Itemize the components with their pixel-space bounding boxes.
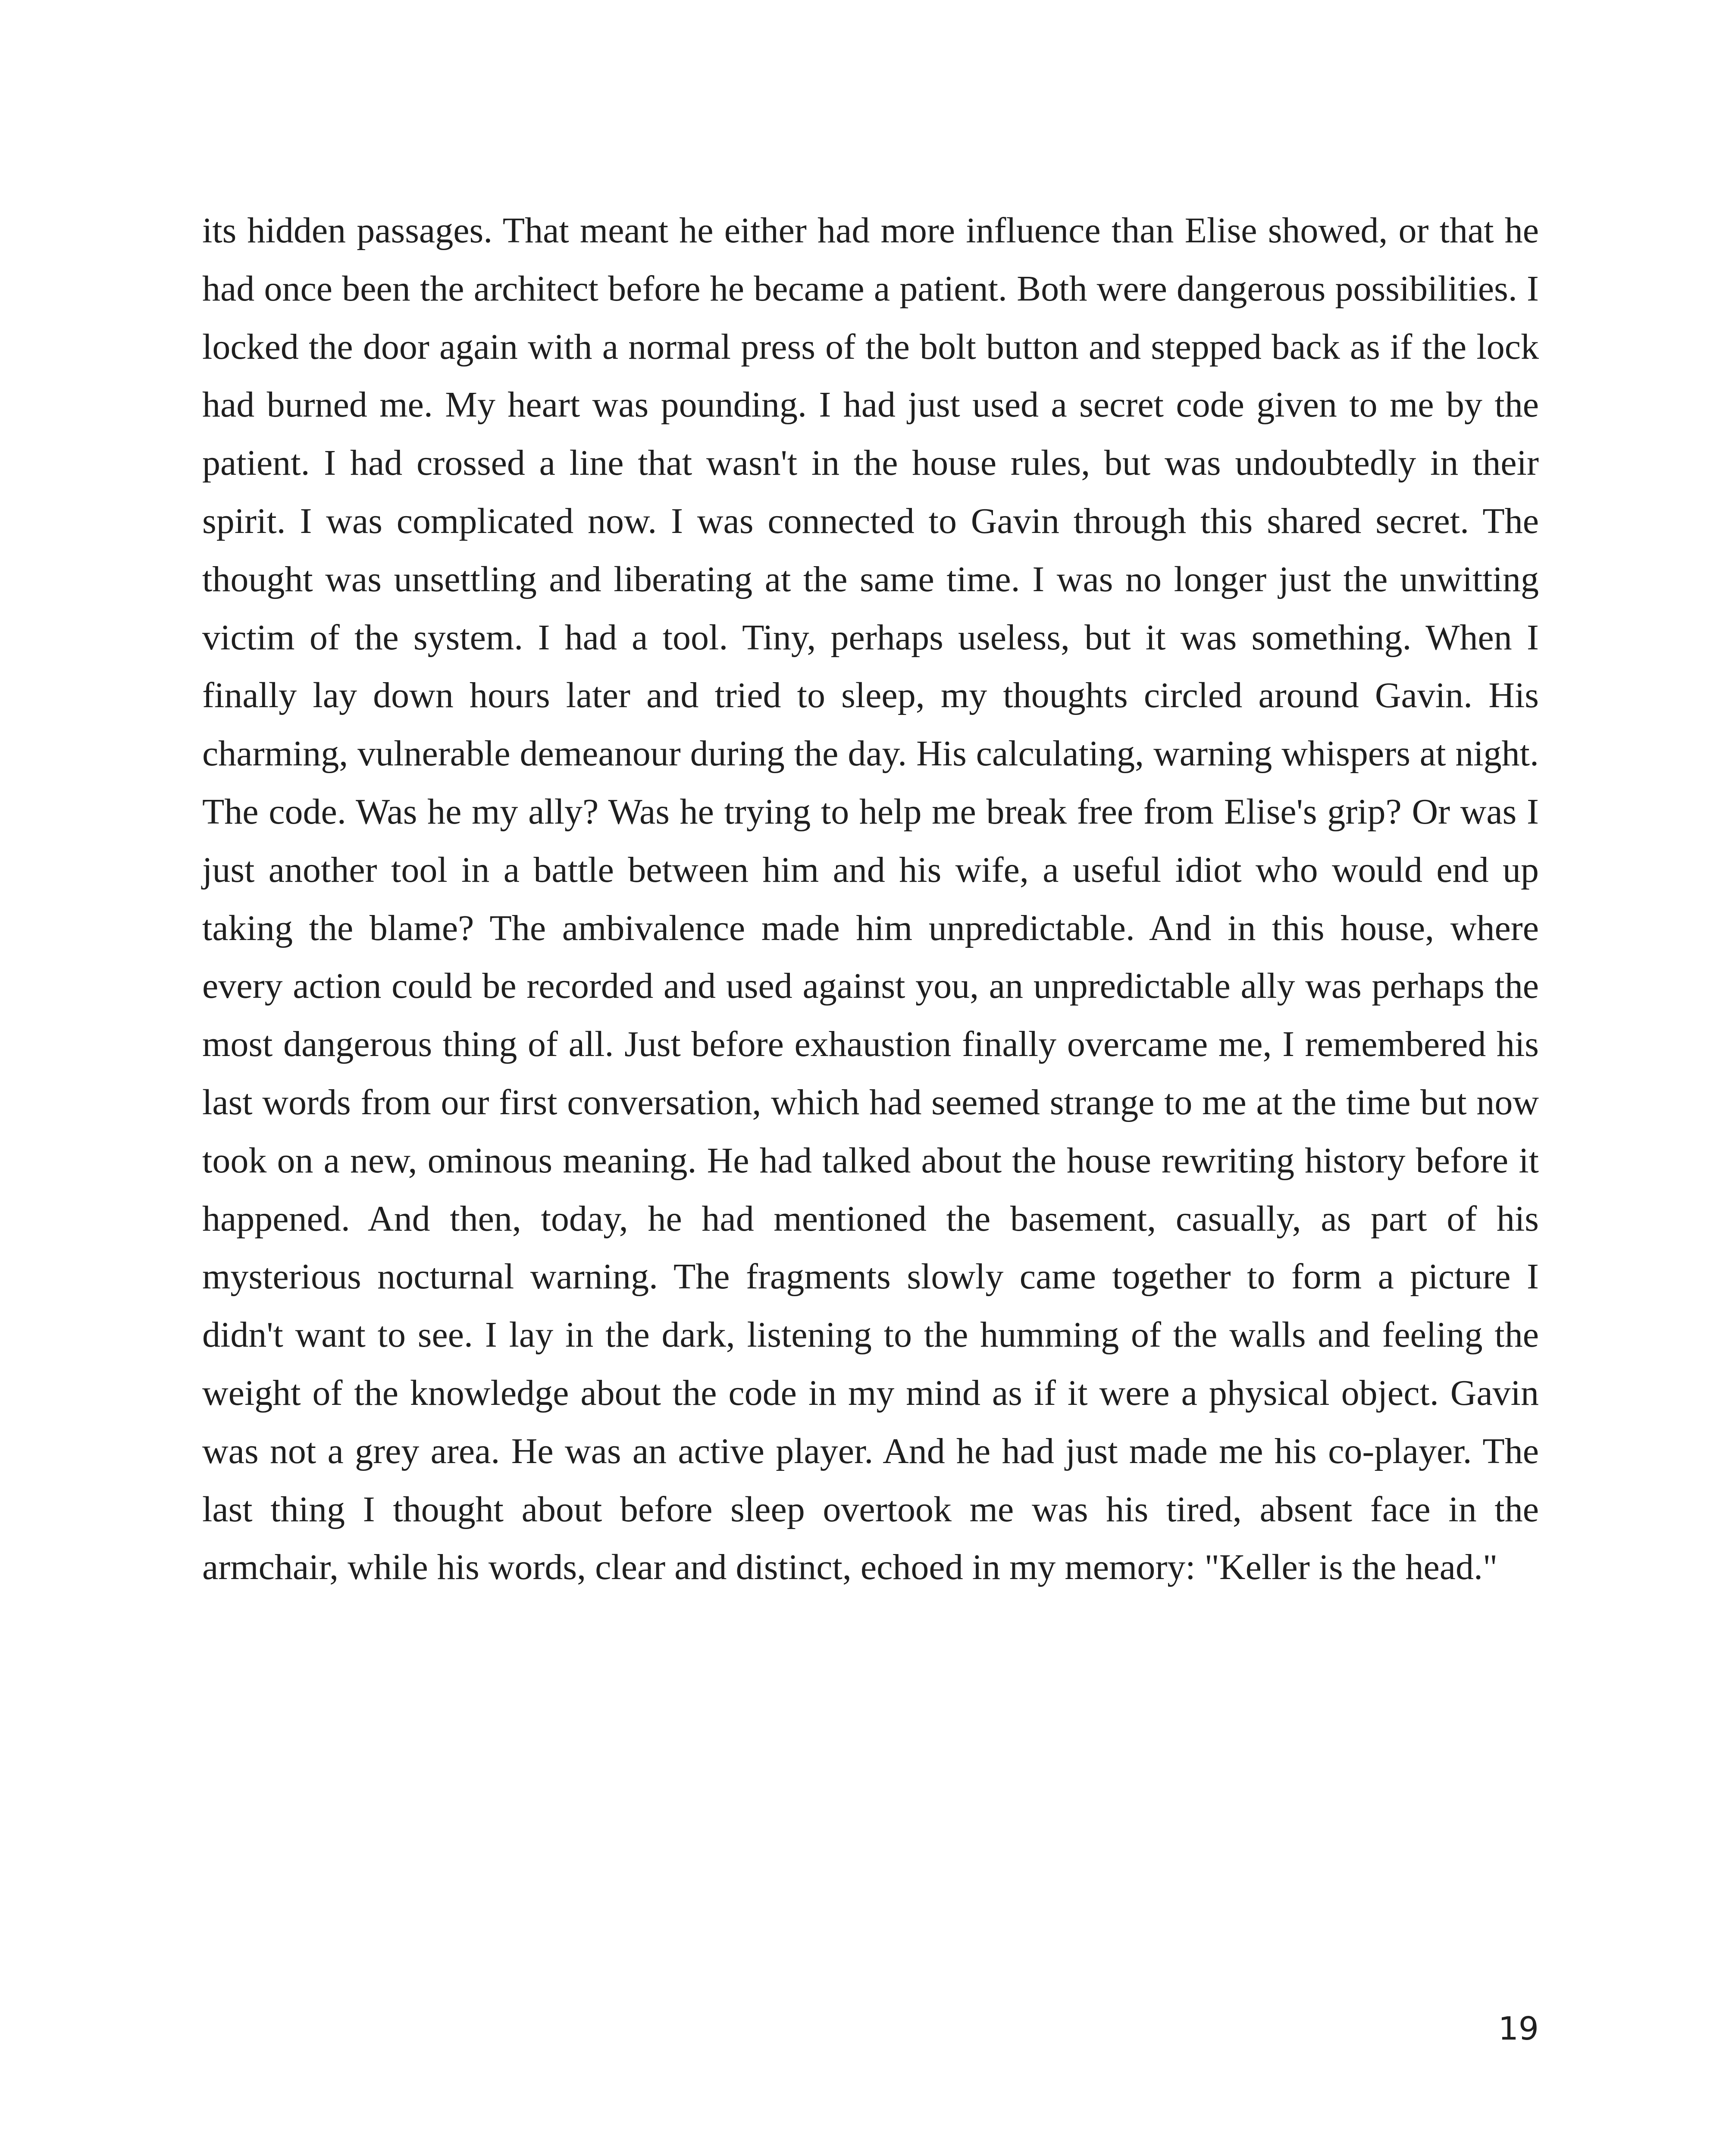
page-number: 19 [1498, 2010, 1539, 2047]
body-paragraph: its hidden passages. That meant he either had more influence than Elise showed, or that he had once been the architect before he became a patient. Both were dangerous possibilities. I locked the door again with a normal press of the bolt button and stepped back as if the lock had burned me. My heart was pounding. I had just used a secret code given to me by the patient. I had crossed a line that wasn't in the house rules, but was undoubtedly in their spirit. I was complicated now. I was connected to Gavin through this shared secret. The thought was unsettling and liberating at the same time. I was no longer just the unwitting victim of the system. I had a tool. Tiny, perhaps useless, but it was something. When I finally lay down hours later and tried to sleep, my thoughts circled around Gavin. His charming, vulnerable demeanour during the day. His calculating, warning whispers at night. The code. Was he my ally? Was he trying to help me break free from Elise's grip? Or was I just another tool in a battle between him and his wife, a useful idiot who would end up taking the blame? The ambivalence made him unpredictable. And in this house, where every action could be recorded and used against you, an unpredictable ally was perhaps the most dangerous thing of all. Just before exhaustion finally overcame me, I remembered his last words from our first conversation, which had seemed strange to me at the time but now took on a new, ominous meaning. He had talked about the house rewriting history before it happened. And then, today, he had mentioned the basement, casually, as part of his mysterious nocturnal warning. The fragments slowly came together to form a picture I didn't want to see. I lay in the dark, listening to the humming of the walls and feeling the weight of the knowledge about the code in my mind as if it were a physical object. Gavin was not a grey area. He was an active player. And he had just made me his co-player. The last thing I thought about before sleep overtook me was his tired, absent face in the armchair, while his words, clear and distinct, echoed in my memory: "Keller is the head." [202, 210, 1539, 1588]
